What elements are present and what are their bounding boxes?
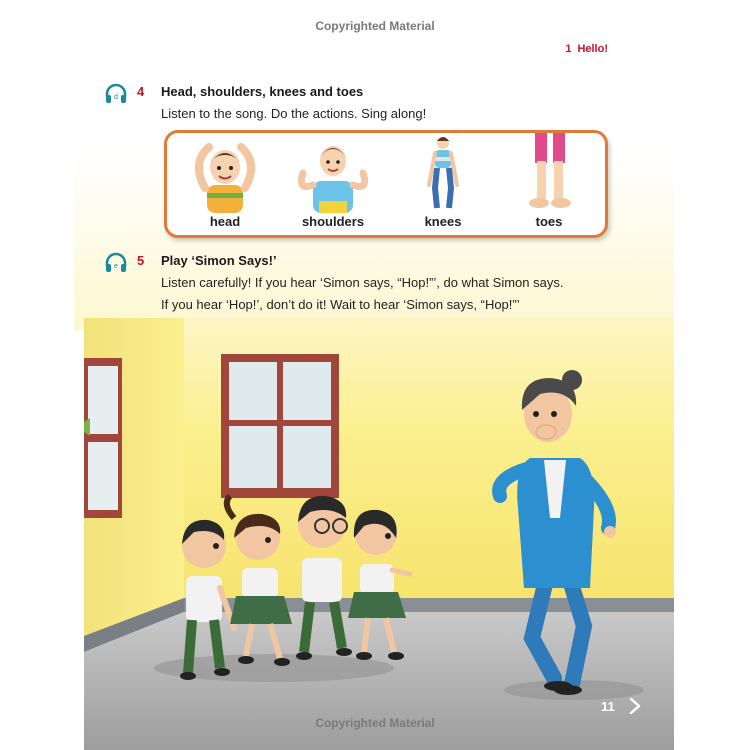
picture-label: knees	[424, 214, 462, 229]
unit-title: Hello!	[577, 43, 608, 55]
exercise-instruction-line-2: If you hear ‘Hop!’, don’t do it! Wait to hear ‘Simon says, “Hop!”’	[161, 297, 520, 312]
exercise-title: Head, shoulders, knees and toes	[161, 84, 364, 99]
chevron-right-icon[interactable]	[628, 696, 642, 716]
exercise-number: 4	[137, 84, 145, 99]
audio-track-label: e	[114, 263, 118, 270]
unit-number: 1	[565, 43, 572, 55]
picture-toes	[501, 133, 597, 235]
page-number: 11	[601, 699, 615, 714]
exercise-title: Play ‘Simon Says!’	[161, 253, 277, 268]
child-shoulders-illustration	[285, 133, 381, 213]
picture-knees	[395, 133, 491, 235]
picture-label: shoulders	[301, 214, 365, 229]
body-parts-picture-box	[164, 130, 608, 238]
audio-track-label: d	[114, 94, 118, 101]
exercise-instruction: Listen to the song. Do the actions. Sing along!	[161, 106, 427, 121]
picture-head	[177, 133, 273, 235]
copyright-notice-bottom: Copyrighted Material	[315, 716, 435, 730]
headphones-icon[interactable]	[104, 251, 128, 275]
child-head-illustration	[177, 133, 273, 213]
picture-shoulders	[285, 133, 381, 235]
exercise-instruction-line-1: Listen carefully! If you hear ‘Simon says, “Hop!”’, do what Simon says.	[161, 275, 564, 290]
picture-label: toes	[535, 214, 563, 229]
classroom-scene-illustration	[84, 318, 674, 750]
headphones-icon[interactable]	[104, 82, 128, 106]
child-knees-illustration	[395, 133, 491, 213]
child-feet-illustration	[501, 133, 597, 213]
picture-label: head	[209, 214, 241, 229]
unit-label	[565, 43, 608, 55]
copyright-notice-top: Copyrighted Material	[315, 19, 435, 33]
exercise-number: 5	[137, 253, 145, 268]
